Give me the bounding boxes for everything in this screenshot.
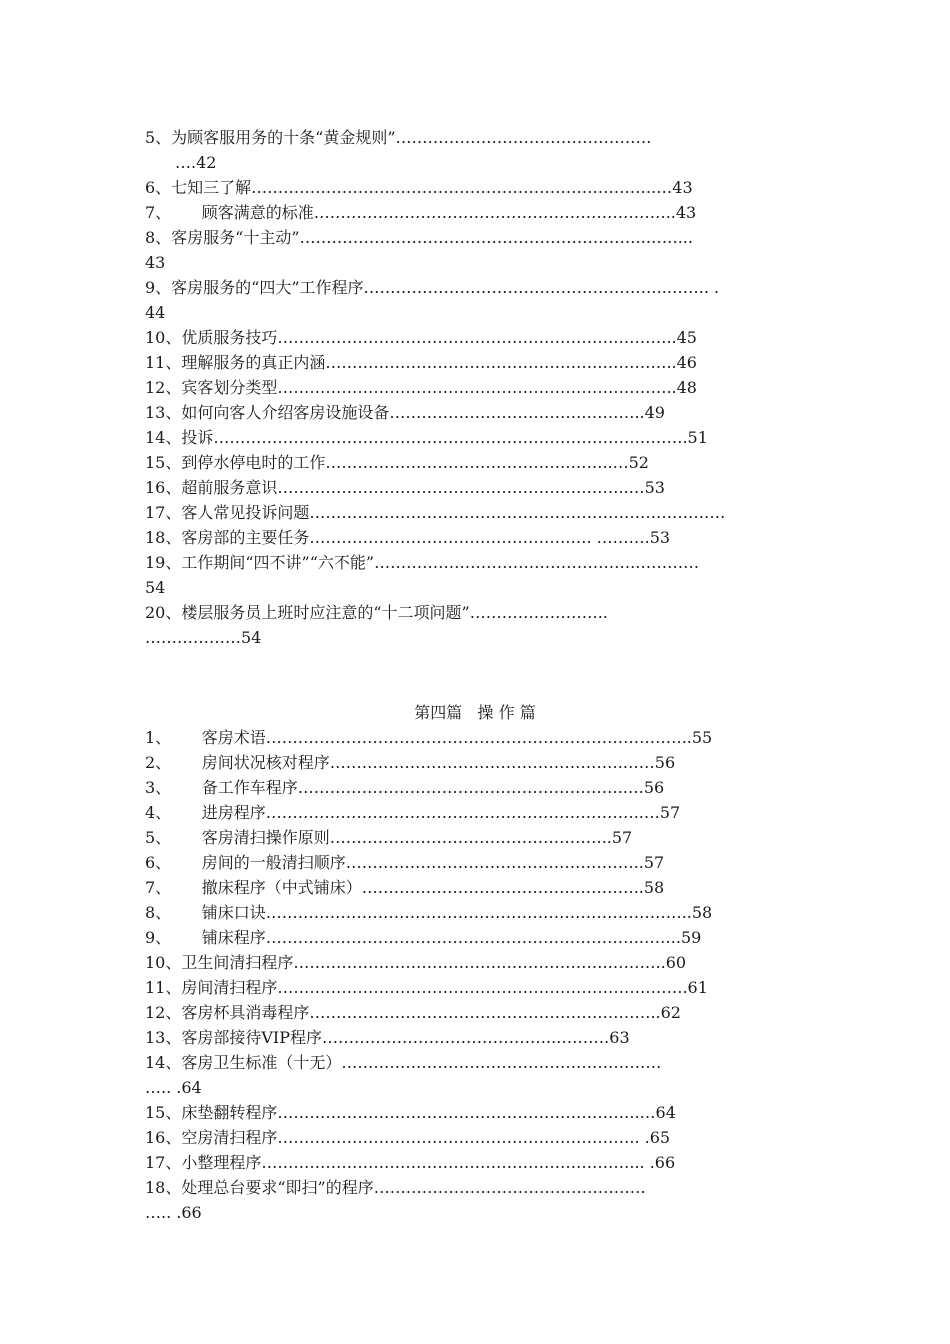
- toc-entry-continuation: ………………54: [145, 628, 262, 647]
- toc-entry: 7、 顾客满意的标准…………………………………………………………..43: [145, 203, 697, 222]
- toc-entry: 7、 撤床程序（中式铺床）……………………………………………..58: [145, 878, 665, 897]
- toc-entry: 20、楼层服务员上班时应注意的“十二项问题”……………………..: [145, 603, 608, 622]
- toc-entry: 17、客人常见投诉问题……………………………………………………………………: [145, 503, 726, 522]
- toc-entry: 1、 客房术语……………………………………………………………………..55: [145, 728, 713, 747]
- toc-entry: 12、客房杯具消毒程序……………………………………………….………..62: [145, 1003, 681, 1022]
- toc-entry-continuation: 54: [145, 578, 166, 597]
- toc-entry: 11、房间清扫程序…………………………………………………………….…….61: [145, 978, 708, 997]
- toc-entry: 2、 房间状况核对程序……………………………………………….……56: [145, 753, 676, 772]
- toc-entry: 13、如何向客人介绍客房设施设备……………………………….………..49: [145, 403, 665, 422]
- toc-entry: 15、床垫翻转程序…………………………………………………………..…64: [145, 1103, 676, 1122]
- toc-entry: 10、优质服务技巧……………………………………………………….………..45: [145, 328, 697, 347]
- toc-entry-continuation: 44: [145, 303, 166, 322]
- toc-entry: 6、七知三了解………………………………………………………………….…43: [145, 178, 693, 197]
- toc-entry: 16、空房清扫程序………………………………………………………….. .65: [145, 1128, 671, 1147]
- toc-entry: 18、客房部的主要任务………………………………………….…. ……….53: [145, 528, 671, 547]
- toc-entry: 8、 铺床口诀……………………………………………………………………..58: [145, 903, 713, 922]
- toc-entry: 14、客房卫生标准（十无）……………………………………………………: [145, 1053, 662, 1072]
- toc-entry: 18、处理总台要求“即扫”的程序……………………………………………: [145, 1178, 646, 1197]
- toc-entry: 19、工作期间“四不讲”“六不能”………………………………………….…………: [145, 553, 700, 572]
- toc-entry: 10、卫生间清扫程序………………………………….……………….………..60: [145, 953, 687, 972]
- toc-entry: 4、 进房程序……………………………………………………………..…57: [145, 803, 681, 822]
- toc-entry-continuation: ….42: [175, 153, 217, 172]
- toc-entry: 17、小整理程序……………………………………………………………... .66: [145, 1153, 676, 1172]
- toc-entry: 5、 客房清扫操作原则……………………………………………..57: [145, 828, 633, 847]
- toc-entry: 16、超前服务意识………………………………………………….……..…53: [145, 478, 665, 497]
- toc-entry: 14、投诉…………………………………………………………………….……….51: [145, 428, 708, 447]
- toc-entry: 8、客房服务“十主动”………………………………………………………..……...: [145, 228, 693, 247]
- toc-entry-continuation: ….. .66: [145, 1203, 202, 1222]
- section-heading: 第四篇 操 作 篇: [414, 703, 536, 722]
- toc-entry-continuation: 43: [145, 253, 166, 272]
- toc-entry: 13、客房部接待VIP程序……………………………………..……….63: [145, 1028, 630, 1047]
- toc-entry: 6、 房间的一般清扫顺序………………………………………………..57: [145, 853, 665, 872]
- toc-entry: 15、到停水停电时的工作……………………………………….……..…52: [145, 453, 649, 472]
- toc-entry: 5、为顾客服用务的十条“黄金规则”…………………………………………: [145, 128, 652, 147]
- toc-entry-continuation: ….. .64: [145, 1078, 202, 1097]
- toc-entry: 9、 铺床程序…………………………………………………………….……..59: [145, 928, 702, 947]
- toc-entry: 12、宾客划分类型……………………………………………………….………..48: [145, 378, 697, 397]
- toc-entry: 9、客房服务的“四大”工作程序…………………………….…………………..…….. .: [145, 278, 720, 297]
- toc-entry: 3、 备工作车程序……………………………………………………..…56: [145, 778, 665, 797]
- toc-entry: 11、理解服务的真正内涵…………………………………………….…………..46: [145, 353, 697, 372]
